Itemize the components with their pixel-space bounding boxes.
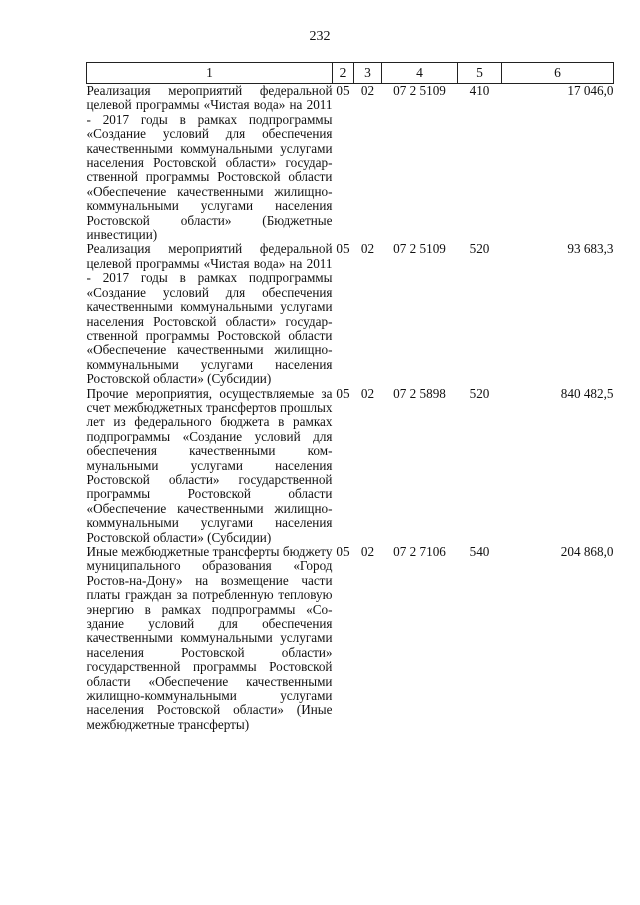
row-section: 05 <box>336 83 350 98</box>
row-expense-type: 410 <box>469 83 490 98</box>
page-number: 232 <box>309 29 331 44</box>
row-subsection: 02 <box>360 83 375 98</box>
row-subsection: 02 <box>360 385 375 401</box>
column-header-4: 4 <box>382 63 458 84</box>
table-row <box>87 242 614 386</box>
column-header-6: 6 <box>502 63 614 84</box>
row-target-code: 07 2 5109 <box>393 241 446 257</box>
row-amount: 840 482,5 <box>560 385 614 401</box>
row-section: 05 <box>336 241 350 257</box>
table-row <box>87 387 614 545</box>
row-description: Реализация мероприятий федеральной целевой программы «Чистая вода» на 2011 - 2017 годы в рамках подпрограммы «Создание условий для обеспечения качественными коммунальными услугами населения Ростовской области» государственной программы Ростовской области «Обеспечение качественными жилищно-коммунальными услугами населения Ростовской области» (Бюджетные инвестиции) <box>86 83 333 243</box>
column-header-3: 3 <box>354 63 382 84</box>
row-expense-type: 520 <box>469 241 490 257</box>
column-header-2: 2 <box>333 63 354 84</box>
row-section: 05 <box>336 385 350 401</box>
row-amount: 204 868,0 <box>560 544 614 559</box>
table-header-row <box>87 63 614 84</box>
row-description: Прочие мероприятия, осуществляемые за счет межбюджетных трансфертов прошлых лет из федерального бюджета в рамках подпрограммы «Создание условий для обеспечения качественными коммунальными услугами населения Ростовской области» государственной программы Ростовской области «Обеспечение качественными жилищно-коммунальными услугами населения Ростовской области» (Субсидии) <box>86 385 333 545</box>
row-amount: 17 046,0 <box>567 83 614 98</box>
row-expense-type: 520 <box>469 385 490 401</box>
column-header-1: 1 <box>87 63 333 84</box>
column-header-5: 5 <box>458 63 502 84</box>
row-subsection: 02 <box>360 241 375 257</box>
row-target-code: 07 2 5109 <box>393 83 446 98</box>
row-section: 05 <box>336 544 350 559</box>
budget-table <box>86 62 614 732</box>
row-target-code: 07 2 5898 <box>393 385 446 401</box>
table-row <box>87 545 614 732</box>
row-target-code: 07 2 7106 <box>393 544 446 559</box>
table-row <box>87 84 614 243</box>
row-amount: 93 683,3 <box>567 241 614 257</box>
row-description: Иные межбюджетные трансферты бюджету муниципального образования «Город Ростов-на-Дону» на возмещение части платы граждан за потребленную тепловую энергию в рамках подпрограммы «Создание условий для обеспечения качественными коммунальными услугами населения Ростовской области» государственной программы Ростовской области «Обеспечение качественными жилищно-коммунальными услугами населения Ростовской области» (Иные межбюджетные трансферты) <box>86 544 333 732</box>
row-subsection: 02 <box>360 544 375 559</box>
row-expense-type: 540 <box>469 544 490 559</box>
row-description: Реализация мероприятий федеральной целевой программы «Чистая вода» на 2011 - 2017 годы в рамках подпрограммы «Создание условий для обеспечения качественными коммунальными услугами населения Ростовской области» государственной программы Ростовской области «Обеспечение качественными жилищно-коммунальными услугами населения Ростовской области» (Субсидии) <box>86 241 333 387</box>
